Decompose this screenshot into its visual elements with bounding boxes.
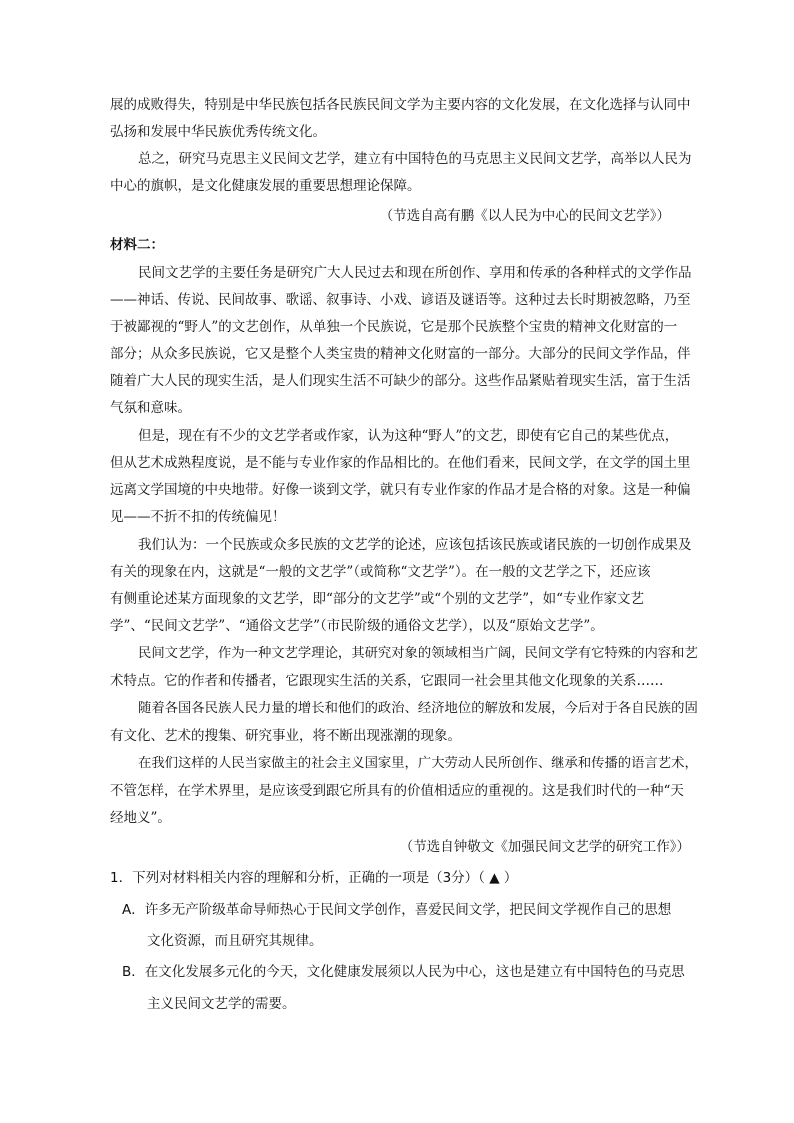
paragraph-line: 总之，研究马克思主义民间文艺学，建立有中国特色的马克思主义民间文艺学，高举以人民为 [138,151,692,167]
option-a: A．许多无产阶级革命导师热心于民间文学创作，喜爱民间文学，把民间文学视作自己的思想 [122,902,672,918]
option-a-continued: 文化资源，而且研究其规律。 [147,933,323,949]
paragraph-line: 弘扬和发展中华民族优秀传统文化。 [110,124,326,140]
paragraph-line: 术特点。它的作者和传播者，它跟现实生活的关系，它跟同一社会里其他文化现象的关系…… [110,673,664,689]
paragraph-line: 随着各国各民族人民力量的增长和他们的政治、经济地位的解放和发展，今后对于各自民族的固 [138,701,698,716]
paragraph-line: 中心的旗帜，是文化健康发展的重要思想理论保障。 [110,178,421,194]
paragraph-line: 经地义”。 [110,810,171,826]
source-citation: （节选自高有鹏《以人民为中心的民间文艺学》） [379,208,670,224]
paragraph-line: 有侧重论述某方面现象的文艺学，即“部分的文艺学”或“个别的文艺学”，如“专业作家文艺 [110,591,645,607]
source-citation: （节选自钟敬文《加强民间文艺学的研究工作》） [399,839,690,855]
paragraph-line: 展的成败得失，特别是中华民族包括各民族民间文学为主要内容的文化发展，在文化选择与认同中 [110,97,691,113]
paragraph-line: 但是，现在有不少的文艺学者或作家，认为这种“野人”的文艺，即使有它自己的某些优点， [138,428,679,444]
option-b-continued: 主义民间文艺学的需要。 [147,996,296,1012]
paragraph-line: 远离文学国境的中央地带。好像一谈到文学，就只有专业作家的作品才是合格的对象。这是一种偏 [110,482,691,498]
section-heading: 材料二： [110,237,164,253]
option-b: B．在文化发展多元化的今天，文化健康发展须以人民为中心，这也是建立有中国特色的马克思 [122,964,685,980]
paragraph-line: 在我们这样的人民当家做主的社会主义国家里，广大劳动人民所创作、继承和传播的语言艺术， [138,756,698,771]
paragraph-line: 民间文艺学，作为一种文艺学理论，其研究对象的领域相当广阔，民间文学有它特殊的内容和艺 [138,646,698,661]
paragraph-line: 有关的现象在内，这就是“一般的文艺学”（或简称“文艺学”）。在一般的文艺学之下，还应该 [110,564,651,580]
paragraph-line: 气氛和意味。 [110,400,191,416]
paragraph-line: 民间文艺学的主要任务是研究广大人民过去和现在所创作、享用和传承的各种样式的文学作品 [138,265,692,281]
paragraph-line: 但从艺术成熟程度说，是不能与专业作家的作品相比的。在他们看来，民间文学，在文学的国土里 [110,455,691,471]
paragraph-line: 我们认为：一个民族或众多民族的文艺学的论述，应该包括该民族或诸民族的一切创作成果及 [138,537,692,553]
paragraph-line: 学”、“民间文艺学”、“通俗文艺学”（市民阶级的通俗文艺学），以及“原始文艺学”。 [110,618,604,634]
question-stem: 1．下列对材料相关内容的理解和分析，正确的一项是（3分）（ ▲ ） [110,870,518,886]
paragraph-line: 见——不折不扣的传统偏见！ [110,509,286,525]
paragraph-line: 有文化、艺术的搜集、研究事业，将不断出现涨潮的现象。 [110,728,461,744]
paragraph-line: 于被鄙视的“野人”的文艺创作，从单独一个民族说，它是那个民族整个宝贵的精神文化财富的一 [110,319,678,335]
paragraph-line: 部分；从众多民族说，它又是整个人类宝贵的精神文化财富的一部分。大部分的民间文学作品，伴 [110,346,691,362]
paragraph-line: 不管怎样，在学术界里，是应该受到跟它所具有的价值相适应的重视的。这是我们时代的一种“天 [110,783,684,799]
paragraph-line: 随着广大人民的现实生活，是人们现实生活不可缺少的部分。这些作品紧贴着现实生活，富于生活 [110,373,691,389]
paragraph-line: ——神话、传说、民间故事、歌谣、叙事诗、小戏、谚语及谜语等。这种过去长时期被忽略，乃至 [110,292,691,308]
